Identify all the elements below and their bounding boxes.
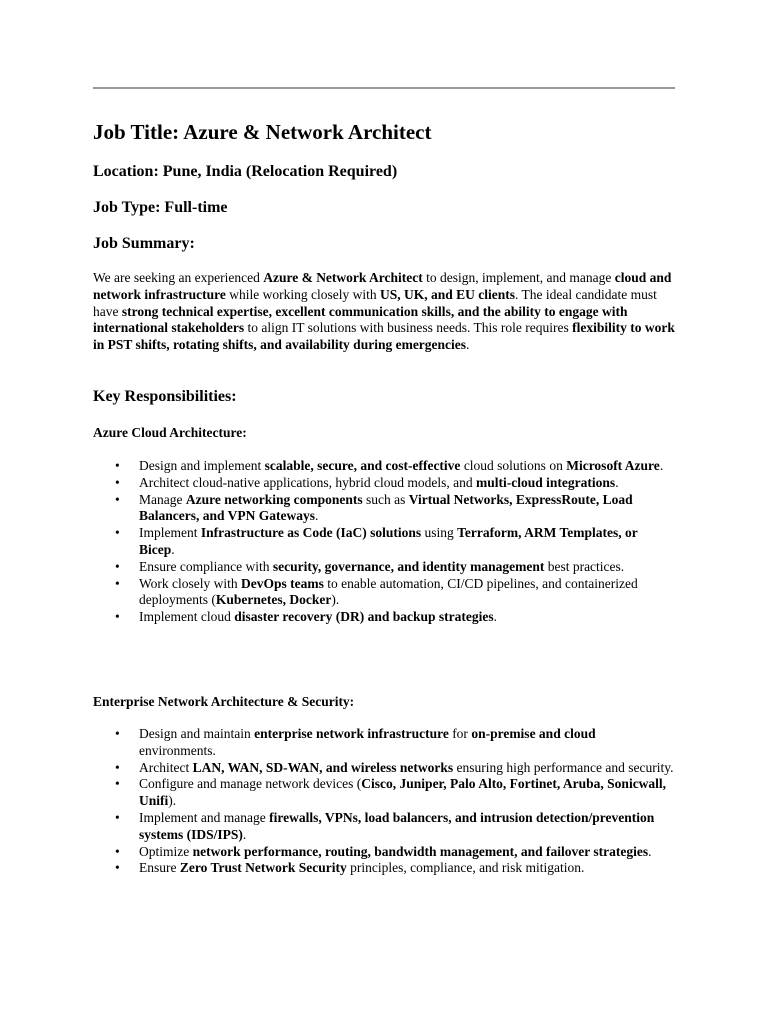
text-run: best practices. (544, 558, 625, 574)
text-run: . (171, 541, 175, 557)
bullet-icon: • (115, 474, 120, 490)
text-run: while working closely with (225, 286, 380, 302)
list-item (93, 860, 675, 877)
list-item (93, 844, 675, 861)
text-run: We are seeking an experienced (93, 270, 264, 285)
text-run: Implement cloud (139, 609, 235, 625)
network-responsibilities-list (93, 726, 675, 877)
text-run: Ensure (139, 860, 180, 876)
list-item (93, 776, 675, 810)
bold-text: Infrastructure as Code (IaC) solutions (200, 525, 422, 541)
text-run: to enable automation, CI/CD pipelines, and containerized deployments ( (139, 575, 638, 608)
text-run: . (659, 458, 664, 473)
text-run: principles, compliance, and risk mitigation. (346, 860, 585, 876)
bold-text: Microsoft Azure (566, 458, 660, 473)
list-item (93, 525, 675, 559)
bullet-icon: • (115, 525, 120, 541)
bold-text: flexibility to work in PST shifts, rotating shifts, and availability during emergencies (93, 320, 675, 353)
bullet-icon: • (115, 759, 120, 775)
bold-text: Virtual Networks, ExpressRoute, Load Balancers, and VPN Gateways (139, 491, 633, 524)
list-item-text (139, 559, 624, 574)
bold-text: multi-cloud integrations (476, 474, 616, 490)
list-item-text (139, 810, 654, 842)
text-run: Optimize (139, 843, 193, 859)
list-item (93, 810, 675, 844)
bullet-icon: • (115, 575, 120, 591)
text-run: Manage (139, 491, 186, 507)
bold-text: disaster recovery (DR) and backup strategies (234, 609, 494, 625)
job-summary-paragraph (93, 270, 675, 354)
text-run: cloud solutions on (460, 458, 567, 473)
horizontal-rule (93, 87, 675, 89)
list-item (93, 760, 675, 777)
text-run: such as (362, 491, 409, 507)
bold-text: DevOps teams (241, 575, 324, 591)
key-responsibilities-heading: Key Responsibilities: (93, 388, 237, 405)
text-run: Configure and manage network devices ( (139, 776, 362, 792)
text-run: . (493, 609, 497, 625)
list-item (93, 458, 675, 475)
text-run: Implement and manage (139, 809, 270, 825)
bullet-icon: • (115, 491, 120, 507)
text-run: . The ideal candidate must have (93, 286, 657, 319)
bold-text: Cisco, Juniper, Palo Alto, Fortinet, Aruba, Sonicwall, Unifi (139, 776, 667, 809)
bullet-icon: • (115, 776, 120, 792)
list-item-text (139, 492, 633, 524)
list-item-text (139, 475, 619, 490)
list-item-text (139, 844, 651, 859)
text-run: Design and implement (139, 458, 265, 473)
list-item-text (139, 760, 673, 775)
job-summary-heading: Job Summary: (93, 235, 195, 252)
bold-text: Terraform, ARM Templates, or Bicep (139, 525, 638, 557)
bullet-icon: • (115, 726, 120, 741)
job-type-heading: Job Type: Full-time (93, 199, 228, 216)
text-run: to align IT solutions with business needs. This role requires (244, 320, 573, 336)
list-item-text (139, 726, 596, 758)
text-run: . (615, 474, 619, 490)
bold-text: Zero Trust Network Security (179, 860, 347, 876)
list-item (93, 492, 675, 526)
bold-text: security, governance, and identity management (272, 558, 545, 574)
list-item-text (139, 576, 638, 608)
bold-text: strong technical expertise, excellent communication skills, and the ability to engage with international stakeholders (93, 303, 628, 336)
text-run: ). (168, 793, 177, 809)
list-item-text (139, 609, 497, 624)
text-run: ). (331, 592, 340, 608)
text-run: Ensure compliance with (139, 558, 273, 574)
bold-text: US, UK, and EU clients (379, 286, 515, 302)
text-run: . (648, 843, 652, 859)
text-run: . (466, 337, 470, 353)
bullet-icon: • (115, 860, 120, 876)
bullet-icon: • (115, 843, 120, 859)
list-item (93, 609, 675, 626)
list-item-text (139, 525, 638, 557)
job-title-heading: Job Title: Azure & Network Architect (93, 120, 432, 144)
bold-text: firewalls, VPNs, load balancers, and intrusion detection/prevention systems (IDS/IPS) (139, 809, 655, 842)
text-run: Architect (139, 759, 193, 775)
bold-text: on-premise and cloud (471, 726, 596, 741)
bullet-icon: • (115, 809, 120, 825)
section-heading-azure: Azure Cloud Architecture: (93, 425, 247, 440)
text-run: ensuring high performance and security. (453, 759, 674, 775)
list-item (93, 576, 675, 610)
list-item-text (139, 776, 666, 808)
bullet-icon: • (115, 458, 120, 473)
bold-text: LAN, WAN, SD-WAN, and wireless networks (192, 759, 454, 775)
text-run: to design, implement, and manage (422, 270, 615, 285)
bold-text: Azure networking components (185, 491, 363, 507)
text-run: . (242, 826, 247, 842)
list-item (93, 559, 675, 576)
text-run: . (315, 508, 319, 524)
bold-text: Kubernetes, Docker (215, 592, 332, 608)
list-item (93, 726, 675, 760)
list-item-text (139, 458, 663, 473)
text-run: for (448, 726, 472, 741)
text-run: environments. (139, 742, 216, 758)
text-run: Work closely with (139, 575, 242, 591)
list-item (93, 475, 675, 492)
location-heading: Location: Pune, India (Relocation Required) (93, 163, 398, 180)
bold-text: cloud and network infrastructure (93, 270, 672, 302)
text-run: using (421, 525, 458, 541)
list-item-text (139, 860, 584, 875)
section-heading-network: Enterprise Network Architecture & Security: (93, 694, 355, 709)
azure-responsibilities-list (93, 458, 675, 626)
text-run: Implement (139, 525, 201, 541)
bold-text: Azure & Network Architect (263, 270, 423, 285)
bold-text: network performance, routing, bandwidth management, and failover strategies (192, 843, 649, 859)
bold-text: enterprise network infrastructure (254, 726, 449, 741)
bullet-icon: • (115, 558, 120, 574)
bold-text: scalable, secure, and cost-effective (264, 458, 461, 473)
bullet-icon: • (115, 609, 120, 625)
text-run: Architect cloud-native applications, hybrid cloud models, and (139, 474, 477, 490)
text-run: Design and maintain (139, 726, 255, 741)
